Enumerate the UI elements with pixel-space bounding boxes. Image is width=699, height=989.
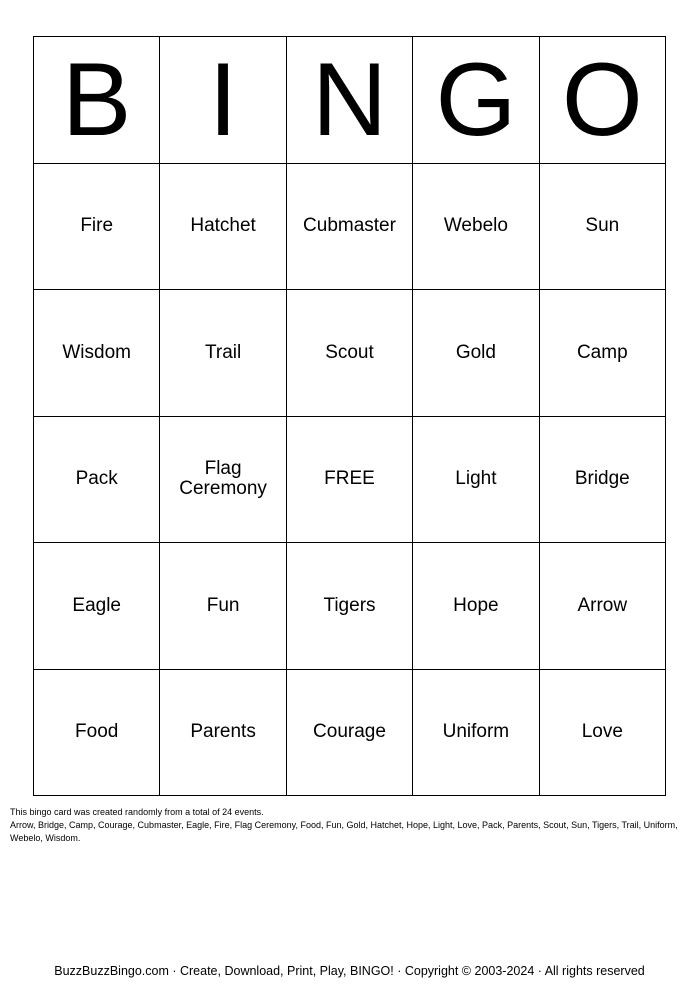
bingo-cell: Uniform [413, 670, 539, 797]
bingo-cell: Arrow [540, 543, 666, 670]
header-letter-n: N [287, 37, 413, 164]
bingo-cell: Hope [413, 543, 539, 670]
bingo-cell: Fire [34, 164, 160, 291]
bingo-card [33, 36, 666, 796]
bingo-cell: Camp [540, 290, 666, 417]
header-letter-b: B [34, 37, 160, 164]
bingo-cell: Flag Ceremony [160, 417, 286, 544]
bingo-cell: Light [413, 417, 539, 544]
bingo-cell: Bridge [540, 417, 666, 544]
bingo-cell: Eagle [34, 543, 160, 670]
bingo-cell: Pack [34, 417, 160, 544]
header-letter-i: I [160, 37, 286, 164]
bingo-cell: Love [540, 670, 666, 797]
bingo-cell: Sun [540, 164, 666, 291]
bingo-cell: Hatchet [160, 164, 286, 291]
bingo-cell: Scout [287, 290, 413, 417]
bingo-cell: Tigers [287, 543, 413, 670]
events-list: Arrow, Bridge, Camp, Courage, Cubmaster, Eagle, Fire, Flag Ceremony, Food, Fun, Gold, Hatchet, Hope, Light, Love, Pack, Parents, Scout, Sun, Tigers, Trail, Uniform, Webelo, Wisdom. [10, 820, 678, 843]
created-note: This bingo card was created randomly from a total of 24 events. [10, 807, 264, 817]
free-space-cell: FREE [287, 417, 413, 544]
bingo-cell: Fun [160, 543, 286, 670]
copyright-line: BuzzBuzzBingo.com · Create, Download, Print, Play, BINGO! · Copyright © 2003-2024 · All rights reserved [54, 964, 645, 978]
header-letter-o: O [540, 37, 666, 164]
bingo-cell: Parents [160, 670, 286, 797]
bingo-cell: Webelo [413, 164, 539, 291]
bingo-cell: Food [34, 670, 160, 797]
bingo-cell: Gold [413, 290, 539, 417]
header-letter-g: G [413, 37, 539, 164]
bingo-cell: Cubmaster [287, 164, 413, 291]
bingo-cell: Courage [287, 670, 413, 797]
card-footer-note [10, 806, 690, 845]
bingo-cell: Trail [160, 290, 286, 417]
bingo-cell: Wisdom [34, 290, 160, 417]
